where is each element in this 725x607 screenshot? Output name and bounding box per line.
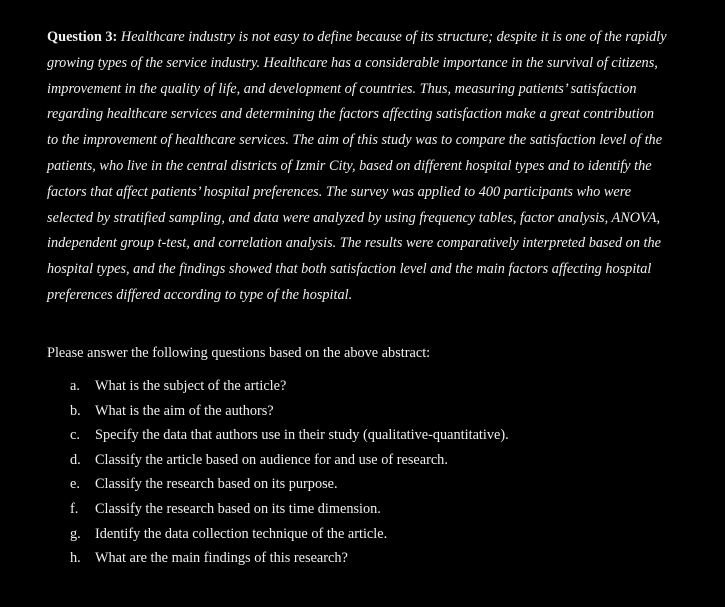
item-text: Classify the research based on its time dimension. [95,500,381,517]
list-item [0,376,725,401]
item-text: What are the main findings of this research? [95,550,348,567]
list-item [0,474,725,499]
question-label: Question 3: [47,29,118,45]
item-letter: g. [70,525,81,542]
item-letter: f. [70,500,79,517]
item-letter: d. [70,451,81,468]
item-text: Classify the research based on its purpose. [95,476,338,493]
instruction-text: Please answer the following questions based on the above abstract: [47,345,431,361]
item-letter: h. [70,550,81,567]
item-letter: b. [70,402,81,419]
item-text: What is the aim of the authors? [95,402,274,419]
question-paragraph [47,25,667,309]
list-item [0,499,725,524]
item-text: Classify the article based on audience for and use of research. [95,451,448,468]
abstract-text: Healthcare industry is not easy to define because of its structure; despite it is one of the rapidly growing types of the service industry. Healthcare has a considerable importance in the survival of citizens, improvement in the quality of life, and development of countries. Thus, measuring patients’ satisfaction regarding healthcare services and determining the factors affecting satisfaction make a great contribution to the improvement of healthcare services. The aim of this study was to compare the satisfaction level of the patients, who live in the central districts of Izmir City, based on different hospital types and to identify the factors that affect patients’ hospital preferences. The survey was applied to 400 participants who were selected by stratified sampling, and data were analyzed by using frequency tables, factor analysis, ANOVA, independent group t-test, and correlation analysis. The results were comparatively interpreted based on the hospital types, and the findings showed that both satisfaction level and the main factors affecting hospital preferences differed according to type of the hospital. [47,29,667,303]
item-letter: c. [70,427,80,444]
sub-question-list [0,376,725,573]
item-letter: e. [70,476,80,493]
list-item [0,524,725,549]
item-text: What is the subject of the article? [95,378,287,394]
list-item [0,450,725,475]
list-item [0,548,725,573]
item-text: Specify the data that authors use in their study (qualitative-quantitative). [95,427,509,444]
list-item [0,425,725,450]
item-text: Identify the data collection technique of the article. [95,525,388,542]
list-item [0,401,725,426]
item-letter: a. [70,378,80,394]
